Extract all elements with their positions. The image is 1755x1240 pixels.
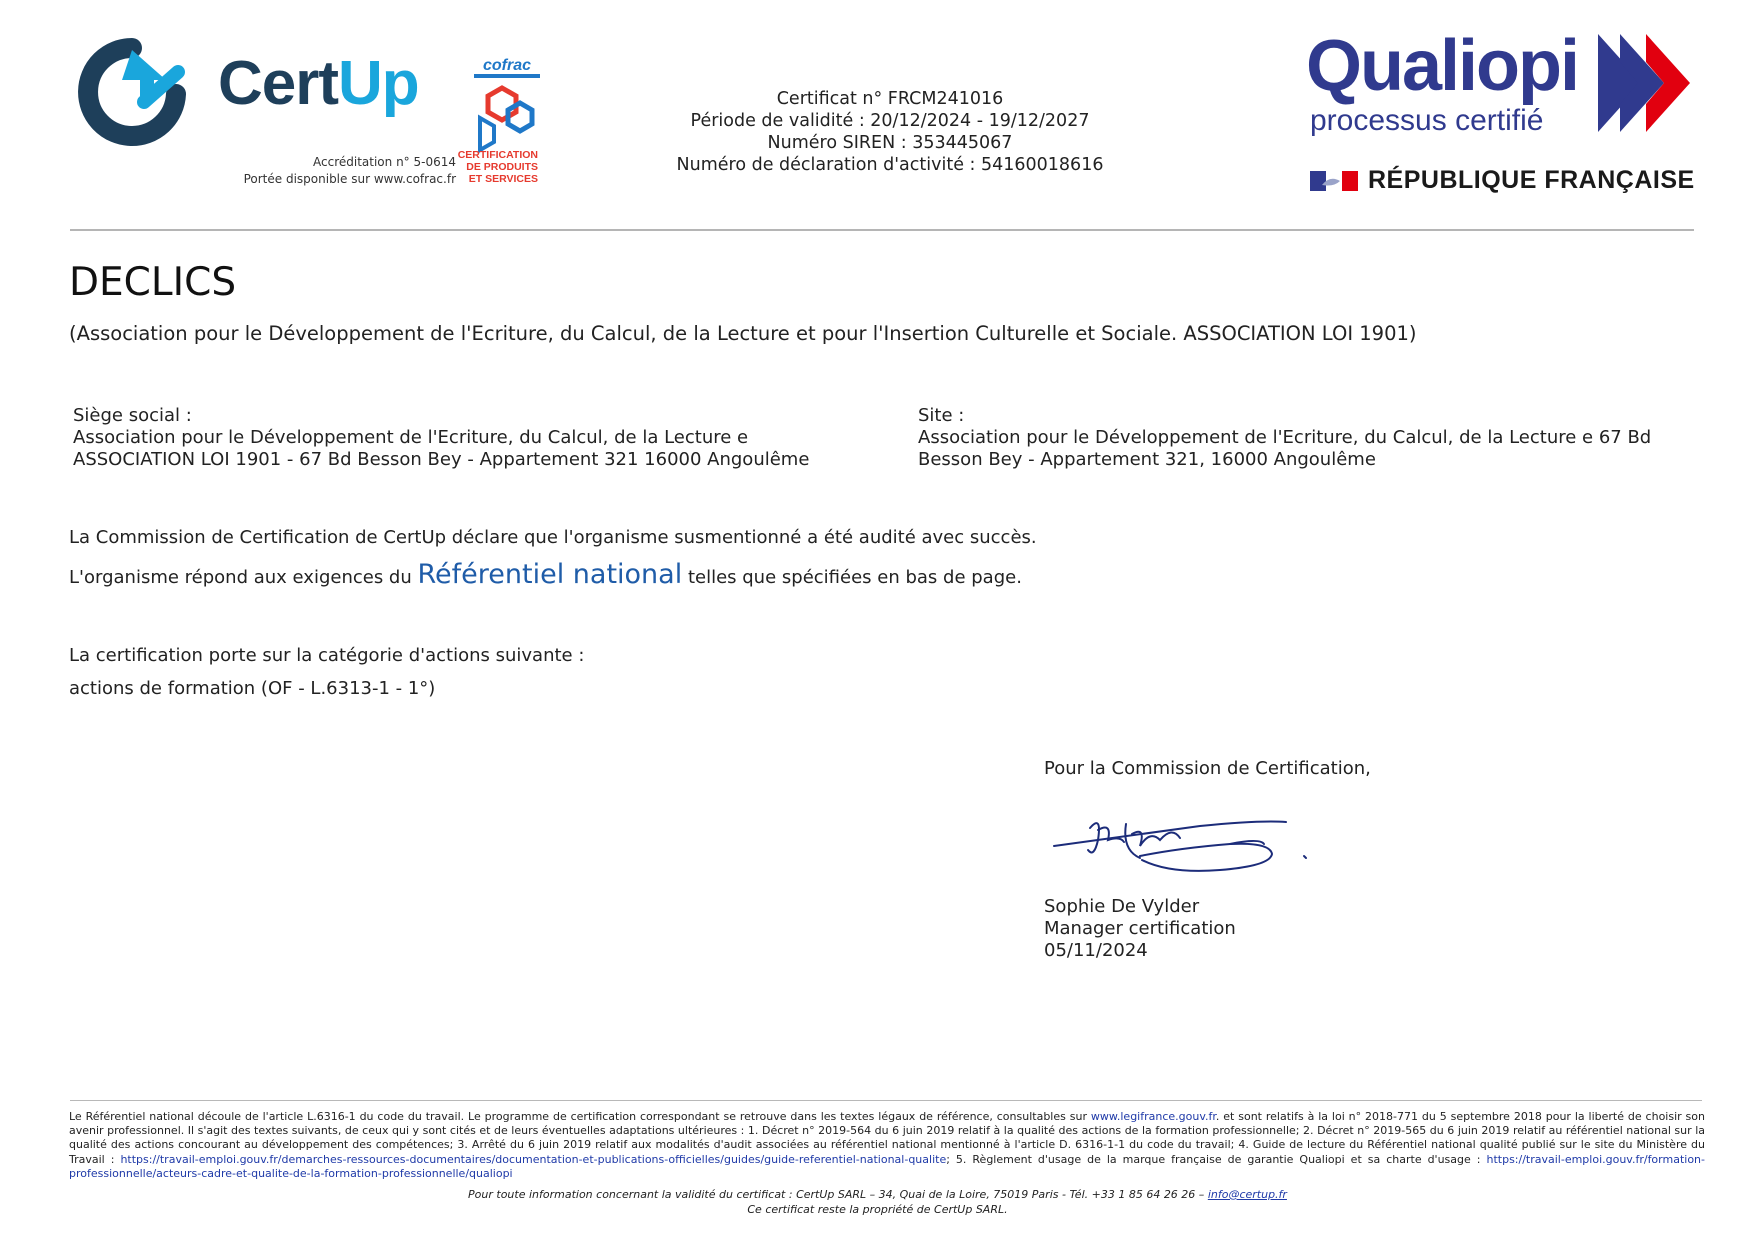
accreditation-number: Accréditation n° 5-0614	[313, 155, 456, 169]
certificate-validity: Période de validité : 20/12/2024 - 19/12/2027	[690, 111, 1090, 131]
certificate-siren: Numéro SIREN : 353445067	[767, 133, 1013, 153]
accreditation-info	[180, 154, 456, 188]
signature-intro: Pour la Commission de Certification,	[1044, 758, 1371, 779]
referentiel-national-highlight: Référentiel national	[417, 559, 683, 590]
organization-name: DECLICS	[69, 260, 237, 305]
certificate-info	[640, 88, 1140, 176]
marianne-flag-icon	[1310, 171, 1358, 191]
certup-wordmark: CertUp	[218, 49, 419, 118]
head-office-line-1: Association pour le Développement de l'Ecriture, du Calcul, de la Lecture e	[73, 427, 749, 448]
site-address	[918, 405, 1651, 471]
svg-text:DE PRODUITS: DE PRODUITS	[466, 161, 538, 173]
signer-role: Manager certification	[1044, 918, 1236, 939]
signature-date: 05/11/2024	[1044, 940, 1148, 961]
contact-email-link[interactable]: info@certup.fr	[1207, 1188, 1287, 1201]
category-label: La certification porte sur la catégorie d'actions suivante :	[69, 645, 585, 666]
qualiopi-arrows-icon	[1598, 34, 1690, 132]
certificate-declaration: Numéro de déclaration d'activité : 54160018616	[676, 155, 1104, 175]
qualiopi-usage-link[interactable]: https://travail-emploi.gouv.fr/formation-professionnelle/acteurs-cadre-et-qualite-de-la-formation-professionnelle/qualiopi	[69, 1152, 1705, 1180]
republique-francaise-label: RÉPUBLIQUE FRANÇAISE	[1368, 166, 1695, 194]
qualiopi-subtitle: processus certifié	[1310, 104, 1544, 137]
signer-name: Sophie De Vylder	[1044, 896, 1200, 917]
organization-full-name: (Association pour le Développement de l'Ecriture, du Calcul, de la Lecture et pour l'Insertion Culturelle et Sociale. ASSOCIATION LOI 1901)	[69, 322, 1417, 345]
footer-contact	[0, 1187, 1755, 1217]
qualiopi-wordmark: Qualiopi	[1306, 26, 1578, 106]
site-label: Site :	[918, 405, 965, 426]
site-line-1: Association pour le Développement de l'Ecriture, du Calcul, de la Lecture e 67 Bd	[918, 427, 1652, 448]
cofrac-logo-icon	[457, 56, 542, 190]
header-divider	[70, 229, 1694, 231]
accreditation-scope: Portée disponible sur www.cofrac.fr	[243, 172, 456, 186]
head-office-line-2: ASSOCIATION LOI 1901 - 67 Bd Besson Bey - Appartement 321 16000 Angoulême	[73, 449, 810, 470]
footer-legal-note: Le Référentiel national découle de l'article L.6316-1 du code du travail. Le programme de certification correspondant se retrouve dans les textes légaux de référence, consultables sur www.legifrance.gouv.fr. et sont relatifs à la loi n° 2018-771 du 5 septembre 2018 pour la liberté de choisir son avenir professionnel. Il s'agit des textes suivants, de ceux qui y sont cités et de leurs éventuelles adaptations ultérieures : 1. Décret n° 2019-564 du 6 juin 2019 relatif à la qualité des actions de la formation professionnelle; 2. Décret n° 2019-565 du 6 juin 2019 relatif au référentiel national sur la qualité des actions concourant au développement des compétences; 3. Arrêté du 6 juin 2019 relatif aux modalités d'audit associées au référentiel national mentionné à l'article D. 6316-1-1 du code du travail; 4. Guide de lecture du Référentiel national qualité publié sur le site du Ministère du Travail : https://travail-emploi.gouv.fr/demarches-ressources-documentaires/documentation-et-publications-officielles/guides/guide-referentiel-national-qualite; 5. Règlement d'usage de la marque française de garantie Qualiopi et sa charte d'usage : https://travail-emploi.gouv.fr/formation-professionnelle/acteurs-cadre-et-qualite-de-la-formation-professionnelle/qualiopi	[69, 1110, 1705, 1180]
category-value: actions de formation (OF - L.6313-1 - 1°)	[69, 678, 436, 699]
contact-line: Pour toute information concernant la validité du certificat : CertUp SARL – 34, Quai de la Loire, 75019 Paris - Tél. +33 1 85 64 26 26 – info@certup.fr	[468, 1188, 1287, 1201]
audit-declaration: La Commission de Certification de CertUp déclare que l'organisme susmentionné a été audité avec succès.	[69, 527, 1037, 548]
requirements-statement: L'organisme répond aux exigences du Référentiel national telles que spécifiées en bas de page.	[69, 559, 1022, 590]
certificate-number: Certificat n° FRCM241016	[776, 89, 1004, 109]
head-office-address	[73, 405, 809, 471]
legifrance-link[interactable]: www.legifrance.gouv.fr	[1090, 1110, 1216, 1123]
ownership-line: Ce certificat reste la propriété de CertUp SARL.	[747, 1203, 1008, 1216]
site-line-2: Besson Bey - Appartement 321, 16000 Angoulême	[918, 449, 1376, 470]
quality-guide-link[interactable]: https://travail-emploi.gouv.fr/demarches-ressources-documentaires/documentation-et-publications-officielles/guides/guide-referentiel-national-qualite	[120, 1152, 947, 1166]
cofrac-label: cofrac	[482, 57, 532, 74]
handwritten-signature	[1050, 800, 1312, 878]
head-office-label: Siège social :	[73, 405, 192, 426]
signer-block	[1044, 896, 1236, 962]
svg-text:ET SERVICES: ET SERVICES	[468, 173, 538, 185]
svg-text:CERTIFICATION: CERTIFICATION	[457, 149, 538, 161]
footer-divider	[70, 1100, 1702, 1101]
